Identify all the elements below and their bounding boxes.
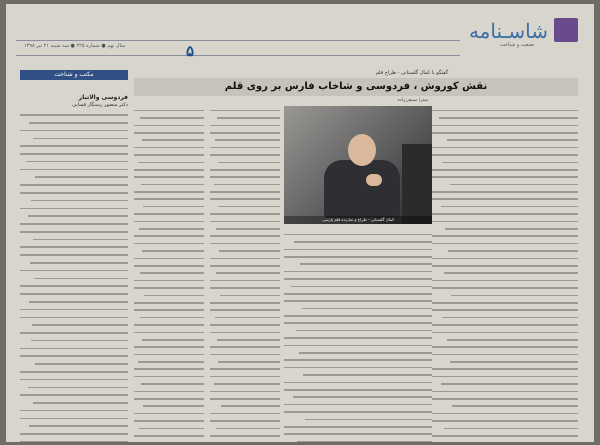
article-column-1 xyxy=(432,104,578,442)
article-column-3 xyxy=(210,104,280,442)
publication-logo-icon xyxy=(554,18,578,42)
photo-chair xyxy=(402,144,432,224)
photo-caption: کمال گلستانی - طراح و سازنده قلم پارسی xyxy=(284,216,432,224)
publication-name: شاسـنامه xyxy=(468,19,548,43)
photo-person-head xyxy=(348,134,376,166)
page-number: ۵ xyxy=(186,42,195,60)
article-column-4 xyxy=(134,104,204,442)
sidebar-body-text xyxy=(20,114,128,442)
edition-info: سال نهم ● شماره ۲۲۵ ● سه شنبه ۲۱ تیر ۱۳۹۸ xyxy=(24,43,126,49)
article-byline: میترا صنیعی‌زاده xyxy=(397,98,428,103)
sidebar-column xyxy=(20,70,128,442)
interview-photo xyxy=(284,106,432,224)
newspaper-page xyxy=(6,4,594,442)
photo-person-hand xyxy=(366,174,382,186)
article-column-2 xyxy=(284,228,432,442)
masthead xyxy=(6,10,594,60)
section-label: صنعت و شناخت xyxy=(500,42,534,48)
photo-person-body xyxy=(324,160,400,218)
main-article xyxy=(134,68,578,438)
sidebar-header: مکتب و شناخت xyxy=(20,70,128,80)
sidebar-title: فردوسی والاتبار xyxy=(78,94,128,101)
article-headline: نقش کوروش ، فردوسی و شاخاب فارس بر روی قلم xyxy=(134,78,578,96)
article-kicker: گفتگو با کمال گلستانی - طراح قلم xyxy=(375,70,448,76)
sidebar-author: دکتر منصور رستگار فسایی xyxy=(72,102,128,108)
